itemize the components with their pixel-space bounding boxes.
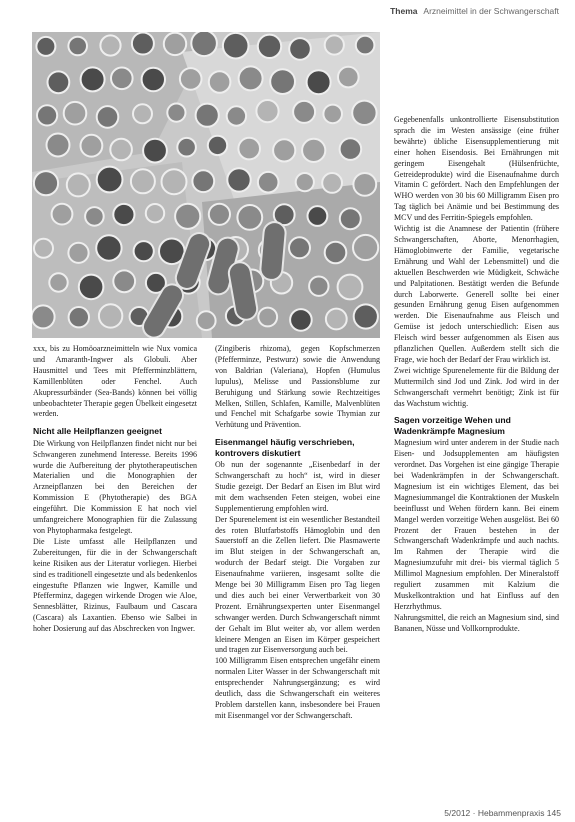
pill-tablet	[209, 204, 230, 225]
pill-tablet	[258, 308, 277, 327]
paragraph: Wichtig ist die Anamnese der Patientin (frühere Schwangerschaften, Aborte, Menorrhagien, Hämoglobinwerte der Familie, vegetarische Ernährung und Wahl der Lebensmittel) und die aktuellen Beschwerden wie Müdigkeit, Schwäche und Palpitationen. Bestätigt werden die Befunde durch Laborwerte. Generell sollte bei einer gesunden Ernährung genug Eisen aufgenommen werden. Die Eisenaufnahme aus Fleisch und Gemüse ist jedoch unterschiedlich: Eisen aus Fleisch wird besser aufgenommen als Eisen aus pflanzlichen Quellen. Außerdem stellt sich die Frage, wie hoch der Bedarf der Frau wirklich ist.	[394, 224, 559, 364]
pill-tablet	[326, 309, 347, 330]
pill-tablet	[85, 207, 104, 226]
pill-tablet	[100, 35, 120, 55]
pill-tablet	[289, 237, 310, 258]
paragraph: Ob nun der sogenannte „Eisenbedarf in der Schwangerschaft zu hoch“ ist, wird in dieser Studie gezeigt. Der Bedarf an Eisen im Blut wird mit dem wachsenden Feten steigen, wobei eine Supplementierung empfohlen wird.	[215, 460, 380, 513]
pill-tablet	[68, 37, 87, 56]
pill-tablet	[323, 105, 342, 124]
pill-tablet	[322, 173, 342, 193]
pill-tablet	[325, 242, 347, 264]
column-left	[33, 344, 197, 635]
pill-tablet	[131, 169, 155, 193]
pill-tablet	[354, 304, 378, 328]
pill-tablet	[34, 171, 58, 195]
pill-tablet	[134, 241, 154, 261]
pill-tablet	[227, 106, 246, 125]
pill-tablet	[237, 205, 262, 230]
pill-tablet	[81, 135, 103, 157]
pill-tablet	[238, 138, 260, 160]
pill-tablet	[175, 204, 200, 229]
column-middle	[215, 344, 380, 722]
pill-tablet	[338, 67, 359, 88]
pill-tablet	[49, 273, 67, 291]
pill-tablet	[196, 104, 219, 127]
pill-tablet	[67, 173, 90, 196]
pill-tablet	[290, 309, 312, 331]
pill-capsule	[260, 221, 287, 281]
pill-tablet	[110, 139, 132, 161]
pill-tablet	[34, 239, 53, 258]
pill-tablet	[227, 168, 250, 191]
pill-tablet	[146, 204, 164, 222]
pill-tablet	[162, 169, 187, 194]
pill-tablet	[256, 100, 278, 122]
pill-tablet	[36, 37, 55, 56]
pill-tablet	[167, 104, 185, 122]
pill-tablet	[208, 136, 227, 155]
pill-tablet	[307, 70, 331, 94]
paragraph: 100 Milligramm Eisen entsprechen ungefähr einem normalen Liter Wasser in der Schwangerschaft mit entsprechender Nahrungsergänzung; es wird deutlich, dass die Schwangerschaft ein weiteres Problem darstellen kann, insbesondere bei Frauen mit Eisenmangel vor der Schwangerschaft.	[215, 656, 380, 720]
pill-tablet	[133, 104, 152, 123]
pill-tablet	[52, 204, 73, 225]
pill-tablet	[79, 275, 104, 300]
section-heading: Eisenmangel häufig verschrieben, kontrovers diskutiert	[215, 437, 355, 458]
pill-tablet	[352, 101, 376, 125]
pill-tablet	[32, 305, 55, 328]
pill-tablet	[99, 304, 122, 327]
pill-tablet	[132, 33, 154, 55]
pill-tablet	[97, 167, 123, 193]
header-title: Arzneimittel in der Schwangerschaft	[423, 6, 559, 16]
pill-tablet	[309, 277, 328, 296]
pill-tablet	[37, 105, 57, 125]
header-section: Thema	[390, 6, 418, 16]
pill-tablet	[177, 138, 196, 157]
pill-tablet	[296, 173, 314, 191]
pill-tablet	[97, 106, 119, 128]
pill-tablet	[353, 235, 378, 260]
pill-tablet	[64, 102, 87, 125]
paragraph: (Zingiberis rhizoma), gegen Kopfschmerzen (Pfefferminze, Pestwurz) sowie die Anwendung von Baldrian (Valeriana), Hopfen (Humulus lupulus), Melisse und Passionsblume zur Beruhigung und Stärkung sowie Rechtzeitiges Melken, Stillen, Schlafen, Kamille, Malvenblüten und Fenchel mit Schafgarbe sowie Thymian zur Verhütung und Prävention.	[215, 344, 380, 430]
pills-photo	[32, 32, 380, 338]
pill-tablet	[143, 139, 167, 163]
paragraph: Die Liste umfasst alle Heilpflanzen und Zubereitungen, für die in der Schwangerschaft keine Risiken aus der Literatur vorliegen. Hierbei sind es traditionell eingesetzte und als bedenkenlos eingestufte Pflanzen wie Ingwer, Kamille und Pfefferminz, dagegen wirkende Drogen wie Aloe, Sennesblätter, Rizinus, Faulbaum und Cascara (Cascara) als Laxantien. Ebenso wie Salbei in hoher Dosierung auf das Abschrecken von Ingwer.	[33, 536, 197, 634]
section-heading: Sagen vorzeitige Wehen und Wadenkrämpfe Magnesium	[394, 415, 511, 436]
paragraph: xxx, bis zu Homöoarzneimitteln wie Nux vomica und Amaranth-Ingwer als Globuli. Aber Hausmittel und Tees mit Pfefferminzblättern, Kamillenblüten oder Fenchel. Auch Akupressurbänder (Sea-Bands) können bei völlig unbeobachteter Therapie gegen Übelkeit eingesetzt werden.	[33, 344, 197, 419]
running-header	[390, 6, 559, 16]
pill-tablet	[47, 134, 70, 157]
pill-tablet	[113, 204, 134, 225]
pill-tablet	[353, 173, 376, 196]
pill-tablet	[239, 66, 263, 90]
pill-tablet	[192, 170, 214, 192]
paragraph: Gegebenenfalls unkontrollierte Eisensubstitution sprach die im Westen ansässige (eine früher bewährte) übliche Eisensupplementierung mit einer hohen Eisendosis. Bei Ernährungen mit geringem Eisengehalt (Hülsenfrüchte, Getreideprodukte) wird die Eisenaufnahme durch Vitamin C gefördert. Nach den Empfehlungen der WHO werden von 30 bis 60 Milligramm Eisen pro Tag täglich bei Anämie und bei Bestimmung des MCV und des Ferritin-Spiegels empfohlen.	[394, 115, 559, 223]
pill-tablet	[308, 206, 328, 226]
pill-tablet	[325, 35, 344, 54]
pill-tablet	[111, 68, 133, 90]
pill-tablet	[113, 270, 135, 292]
pill-tablet	[180, 68, 202, 90]
pill-tablet	[48, 71, 70, 93]
pill-tablet	[191, 32, 217, 56]
pill-tablet	[197, 311, 216, 330]
pills-image	[32, 32, 380, 338]
column-right	[394, 115, 559, 635]
paragraph: Die Wirkung von Heilpflanzen findet nicht nur bei Schwangeren zunehmend Interesse. Bereits 1996 wurde die Aufbereitung der phytotherapeutischen Materialien und die Monographien der Arzneipflanzen bei den Bereichen der Kommission E (Phytotherapie) des BGA eingeführt. Die Kommission E hat noch viel umfangreichere Monographien für die Zulassung von Phytopharmaka festgelegt.	[33, 438, 197, 535]
pill-tablet	[69, 307, 89, 327]
pill-tablet	[81, 67, 105, 91]
pill-tablet	[223, 33, 249, 59]
pill-tablet	[293, 101, 315, 123]
pill-tablet	[258, 172, 279, 193]
pill-tablet	[209, 71, 231, 93]
pill-tablet	[338, 275, 363, 300]
pill-tablet	[258, 35, 281, 58]
paragraph: Der Spurenelement ist ein wesentlicher Bestandteil des roten Blutfarbstoffs Hämoglobin und den Sauerstoff an die Zellen liefert. Die Plasmawerte im Blut steigen in der Schwangerschaft an, wodurch der Bedarf steigt. Die Vorgaben zur Eisenaufnahme variieren, insgesamt sollte die Menge bei 30 Milligramm Eisen pro Tag liegen und dies auch bei einer Verwertbarkeit von 30 Prozent. Ernährungsexperten unter Eisenmangel schwanger werden. Durch Schwangerschaft nimmt der Gehalt im Blut weiter ab, vor allem werden kleinere Mengen an Eisen im Körper gespeichert und tragen zur Eisenversorgung auch bei.	[215, 514, 380, 655]
paragraph: Zwei wichtige Spurenelemente für die Bildung der Muttermilch sind Jod und Zink. Jod wird in der Schwangerschaft vermehrt benötigt; Zink ist für das Wachstum wichtig.	[394, 365, 559, 408]
pill-tablet	[340, 138, 362, 160]
pill-tablet	[96, 235, 121, 260]
pill-tablet	[164, 33, 186, 55]
pill-tablet	[289, 38, 311, 60]
page-footer: 5/2012 · Hebammenpraxis 145	[444, 808, 561, 818]
pill-tablet	[340, 208, 361, 229]
pill-tablet	[356, 36, 375, 55]
pill-tablet	[273, 139, 295, 161]
pill-tablet	[142, 68, 165, 91]
paragraph: Nahrungsmittel, die reich an Magnesium sind, sind Bananen, Nüsse und Vollkornprodukte.	[394, 612, 559, 633]
pill-tablet	[270, 69, 295, 94]
section-heading: Nicht alle Heilpflanzen geeignet	[33, 426, 162, 437]
pill-tablet	[302, 139, 325, 162]
paragraph: Magnesium wird unter anderem in der Studie nach Eisen- und Jodsupplementen am häufigsten verordnet. Das Vorgehen ist eine gängige Therapie bei Wadenkrämpfen in der Schwangerschaft. Magnesium ist ein wichtiges Element, das bei Magnesiummangel die Kontraktionen der Muskeln beeinflusst und Wehen fördern kann. Bei einem Mangel werden vorzeitige Wehen ausgelöst. Bei 60 Prozent der Frauen bestehen in der Schwangerschaft Wadenkrämpfe und auch nachts. Im Rahmen der Therapie wird die Magnesiumzufuhr mit drei- bis viermal täglich 5 Millimol Magnesium empfohlen. Der Mineralstoff reguliert zusammen mit Kalzium die Muskelkontraktion und hat Einfluss auf den Herzrhythmus.	[394, 438, 559, 611]
pill-tablet	[68, 243, 88, 263]
